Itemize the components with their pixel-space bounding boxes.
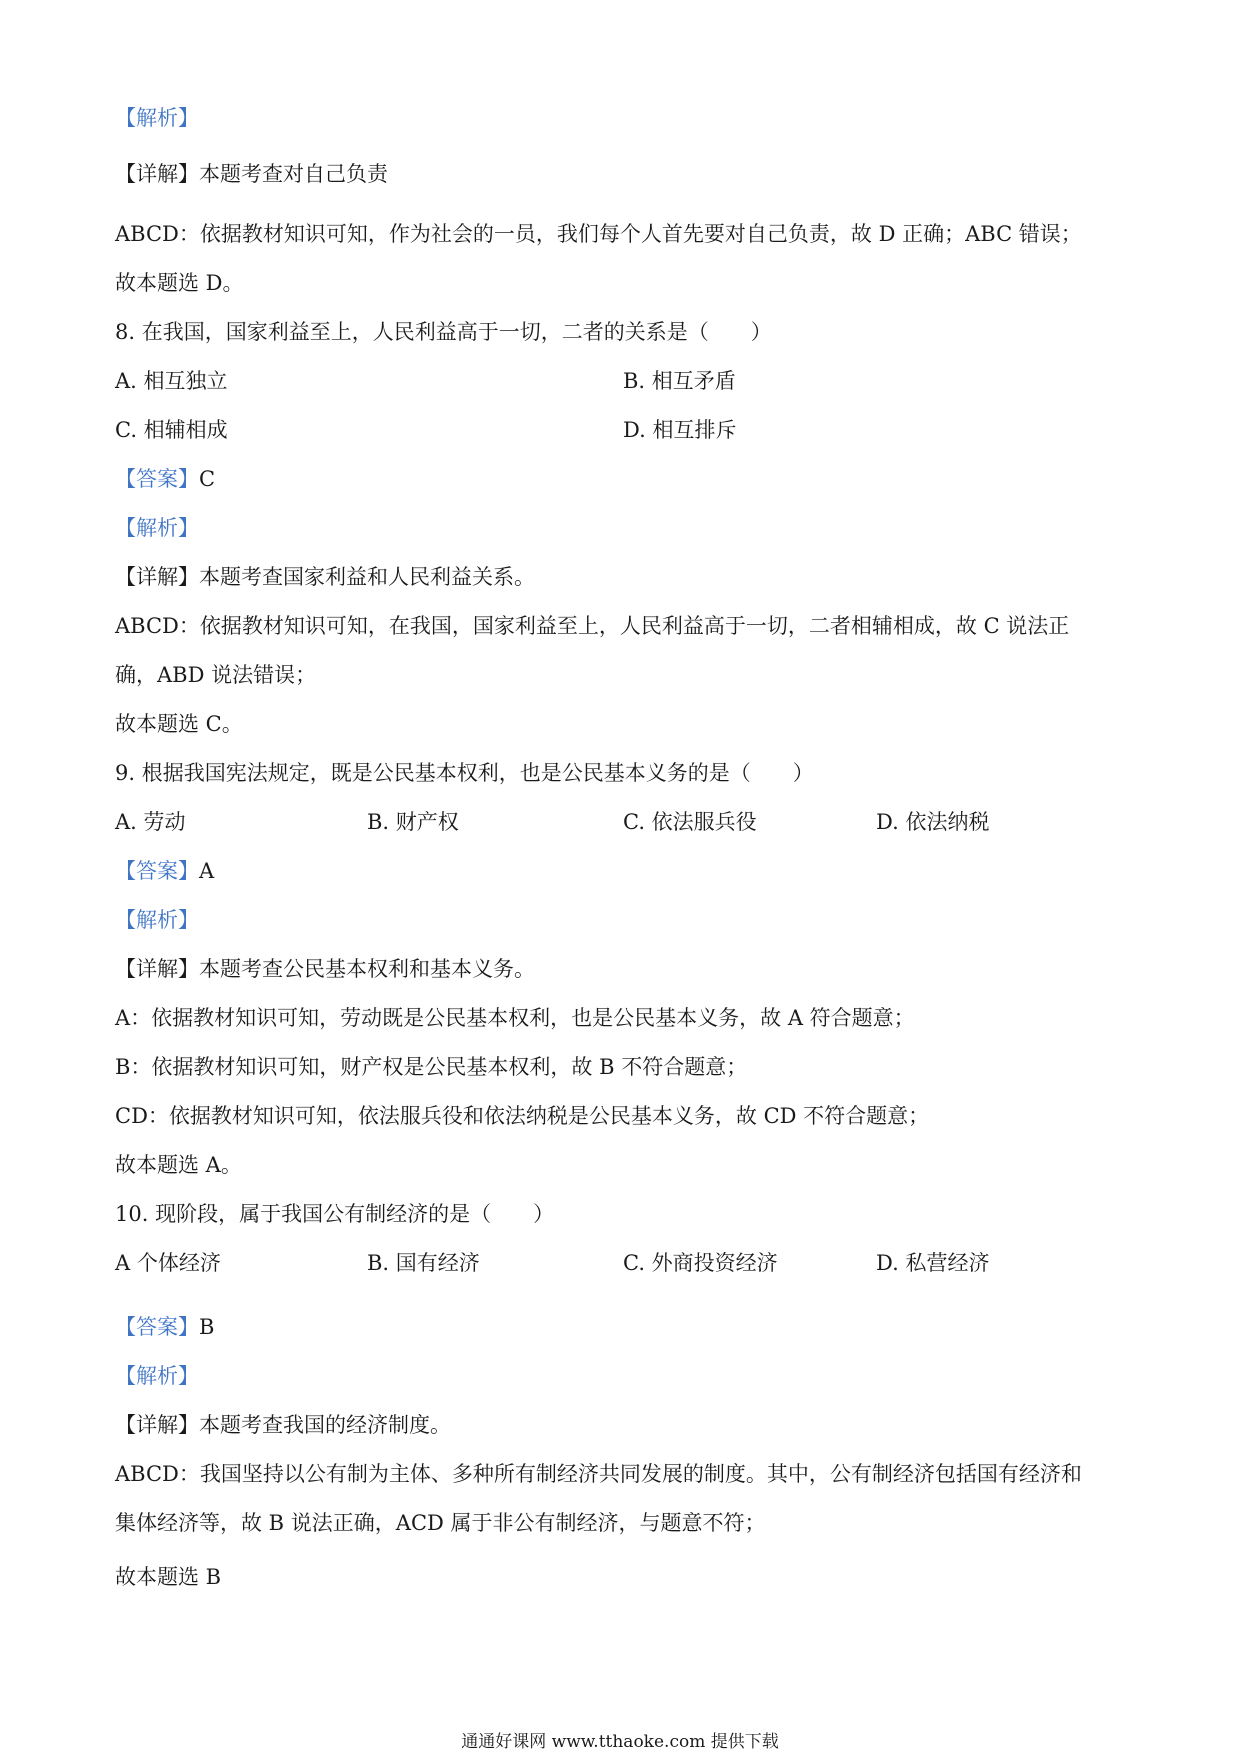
q10-detail-label: 【详解】 bbox=[115, 1413, 199, 1437]
prev-analysis-label: 【解析】 bbox=[115, 106, 199, 130]
q9-option-b: B. 财产权 bbox=[367, 810, 459, 834]
q10-option-c: C. 外商投资经济 bbox=[623, 1251, 778, 1275]
q10-option-a: A 个体经济 bbox=[115, 1251, 221, 1275]
q10-detail bbox=[115, 1411, 451, 1439]
q8-answer-label: 【答案】 bbox=[115, 467, 199, 491]
q8-conclusion: 故本题选 C。 bbox=[115, 712, 243, 736]
q9-option-c: C. 依法服兵役 bbox=[623, 810, 757, 834]
q9-detail bbox=[115, 955, 535, 983]
q10-option-d: D. 私营经济 bbox=[876, 1251, 990, 1275]
q10-analysis-label: 【解析】 bbox=[115, 1364, 199, 1388]
q10-explain-2: 集体经济等，故 B 说法正确，ACD 属于非公有制经济，与题意不符； bbox=[115, 1511, 766, 1535]
q8-option-a: A. 相互独立 bbox=[115, 369, 228, 393]
q9-answer-label: 【答案】 bbox=[115, 859, 199, 883]
q9-explain-cd: CD：依据教材知识可知，依法服兵役和依法纳税是公民基本义务，故 CD 不符合题意； bbox=[115, 1104, 930, 1128]
q8-answer bbox=[115, 465, 215, 493]
q8-detail bbox=[115, 563, 535, 591]
q9-answer-value: A bbox=[199, 859, 215, 883]
q8-analysis-label: 【解析】 bbox=[115, 516, 199, 540]
q10-answer bbox=[115, 1313, 214, 1341]
prev-detail-text: 本题考查对自己负责 bbox=[199, 162, 388, 186]
q9-option-d: D. 依法纳税 bbox=[876, 810, 990, 834]
q9-answer bbox=[115, 857, 214, 885]
q10-conclusion: 故本题选 B bbox=[115, 1565, 222, 1589]
q9-conclusion: 故本题选 A。 bbox=[115, 1153, 242, 1177]
page-footer: 通通好课网 www.tthaoke.com 提供下载 bbox=[461, 1732, 779, 1752]
q9-detail-text: 本题考查公民基本权利和基本义务。 bbox=[199, 957, 535, 981]
q8-option-d: D. 相互排斥 bbox=[623, 418, 737, 442]
q9-option-a: A. 劳动 bbox=[115, 810, 186, 834]
q8-explain-1: ABCD：依据教材知识可知，在我国，国家利益至上，人民利益高于一切，二者相辅相成，故 C 说法正 bbox=[115, 614, 1070, 638]
prev-explain: ABCD：依据教材知识可知，作为社会的一员，我们每个人首先要对自己负责，故 D 正确；ABC 错误； bbox=[115, 222, 1082, 246]
q9-explain-b: B：依据教材知识可知，财产权是公民基本权利，故 B 不符合题意； bbox=[115, 1055, 748, 1079]
prev-conclusion: 故本题选 D。 bbox=[115, 271, 244, 295]
q8-answer-value: C bbox=[199, 467, 216, 491]
q8-stem: 8. 在我国，国家利益至上，人民利益高于一切，二者的关系是（ ） bbox=[115, 320, 772, 344]
prev-detail-label: 【详解】 bbox=[115, 162, 199, 186]
q9-analysis-label: 【解析】 bbox=[115, 908, 199, 932]
q10-answer-label: 【答案】 bbox=[115, 1315, 199, 1339]
q8-option-c: C. 相辅相成 bbox=[115, 418, 228, 442]
q10-explain-1: ABCD：我国坚持以公有制为主体、多种所有制经济共同发展的制度。其中，公有制经济包括国有经济和 bbox=[115, 1462, 1082, 1486]
q9-explain-a: A：依据教材知识可知，劳动既是公民基本权利，也是公民基本义务，故 A 符合题意； bbox=[115, 1006, 915, 1030]
q10-detail-text: 本题考查我国的经济制度。 bbox=[199, 1413, 451, 1437]
prev-detail bbox=[115, 160, 388, 188]
q8-detail-label: 【详解】 bbox=[115, 565, 199, 589]
q8-detail-text: 本题考查国家利益和人民利益关系。 bbox=[199, 565, 535, 589]
q9-stem: 9. 根据我国宪法规定，既是公民基本权利，也是公民基本义务的是（ ） bbox=[115, 761, 814, 785]
q10-answer-value: B bbox=[199, 1315, 215, 1339]
q8-option-b: B. 相互矛盾 bbox=[623, 369, 736, 393]
q8-explain-2: 确，ABD 说法错误； bbox=[115, 663, 317, 687]
q10-stem: 10. 现阶段，属于我国公有制经济的是（ ） bbox=[115, 1202, 555, 1226]
q9-detail-label: 【详解】 bbox=[115, 957, 199, 981]
q10-option-b: B. 国有经济 bbox=[367, 1251, 480, 1275]
